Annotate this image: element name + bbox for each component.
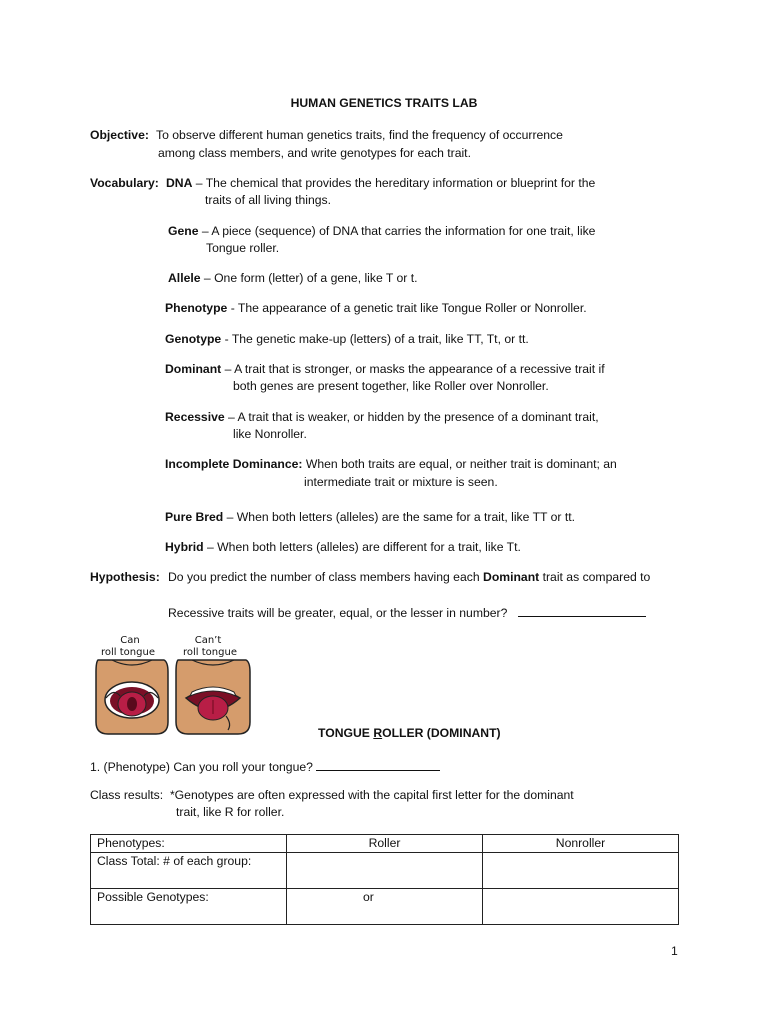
vocab-phenotype: Phenotype - The appearance of a genetic trait like Tongue Roller or Nonroller. — [165, 301, 587, 315]
vocab-pure-bred: Pure Bred – When both letters (alleles) are the same for a trait, like TT or tt. — [165, 510, 576, 524]
table-header-nonroller: Nonroller — [483, 835, 679, 853]
table-row-label: Class Total: # of each group: — [91, 853, 287, 889]
vocab-allele: Allele – One form (letter) of a gene, like T or t. — [168, 271, 418, 285]
vocabulary-label: Vocabulary: — [90, 176, 159, 190]
phenotype-table — [90, 834, 679, 925]
nonroller-genotypes-cell[interactable] — [483, 889, 679, 925]
question-1-answer-blank[interactable] — [316, 759, 440, 771]
vocab-genotype: Genotype - The genetic make-up (letters) of a trait, like TT, Tt, or tt. — [165, 332, 529, 346]
cant-roll-caption-line-2: roll tongue — [183, 647, 237, 658]
page-number: 1 — [671, 944, 678, 958]
document-title: HUMAN GENETICS TRAITS LAB — [290, 96, 478, 110]
vocab-gene: Gene – A piece (sequence) of DNA that carries the information for one trait, like — [168, 224, 596, 238]
objective-label: Objective: — [90, 128, 149, 142]
objective-line-2: among class members, and write genotypes for each trait. — [158, 146, 471, 160]
nonroller-total-cell[interactable] — [483, 853, 679, 889]
vocab-dominant-line-2: both genes are present together, like Roller over Nonroller. — [233, 379, 549, 393]
objective-line-1: To observe different human genetics traits, find the frequency of occurrence — [156, 128, 563, 142]
hypothesis-line-2: Recessive traits will be greater, equal, or the lesser in number? — [168, 605, 646, 621]
vocab-incomplete-dominance-line-2: intermediate trait or mixture is seen. — [304, 475, 498, 489]
hypothesis-answer-blank[interactable] — [518, 605, 646, 617]
hypothesis-line-1: Do you predict the number of class members having each Dominant trait as compared to — [168, 570, 651, 584]
question-1: 1. (Phenotype) Can you roll your tongue? — [90, 759, 440, 775]
vocab-gene-line-2: Tongue roller. — [206, 241, 280, 255]
vocab-dna: DNA – The chemical that provides the hereditary information or blueprint for the — [166, 176, 596, 190]
tongue-rolling-illustration — [92, 632, 254, 738]
table-row-label: Possible Genotypes: — [91, 889, 287, 925]
table-header-row — [91, 835, 679, 853]
vocab-recessive-line-2: like Nonroller. — [233, 427, 307, 441]
vocab-dna-line-2: traits of all living things. — [205, 193, 331, 207]
cant-roll-caption-line-1: Can’t — [194, 635, 222, 646]
vocab-dominant: Dominant – A trait that is stronger, or masks the appearance of a recessive trait if — [165, 362, 605, 376]
roller-total-cell[interactable] — [287, 853, 483, 889]
vocab-incomplete-dominance: Incomplete Dominance: When both traits are equal, or neither trait is dominant; an — [165, 457, 617, 471]
can-roll-caption-line-2: roll tongue — [101, 647, 155, 658]
table-header-roller: Roller — [287, 835, 483, 853]
can-roll-tongue-face — [96, 660, 168, 734]
class-results-line-2: trait, like R for roller. — [176, 805, 285, 819]
section-heading: TONGUE ROLLER (DOMINANT) — [318, 726, 501, 740]
cant-roll-tongue-face — [176, 660, 250, 734]
table-row — [91, 853, 679, 889]
hypothesis-label: Hypothesis: — [90, 570, 160, 584]
class-results-line-1: Class results: *Genotypes are often expressed with the capital first letter for the dominant — [90, 788, 574, 802]
roller-genotypes-cell[interactable]: or — [287, 889, 483, 925]
vocab-recessive: Recessive – A trait that is weaker, or hidden by the presence of a dominant trait, — [165, 410, 599, 424]
can-roll-caption-line-1: Can — [120, 635, 140, 646]
vocab-hybrid: Hybrid – When both letters (alleles) are different for a trait, like Tt. — [165, 540, 521, 554]
table-header-phenotypes: Phenotypes: — [91, 835, 287, 853]
table-row — [91, 889, 679, 925]
